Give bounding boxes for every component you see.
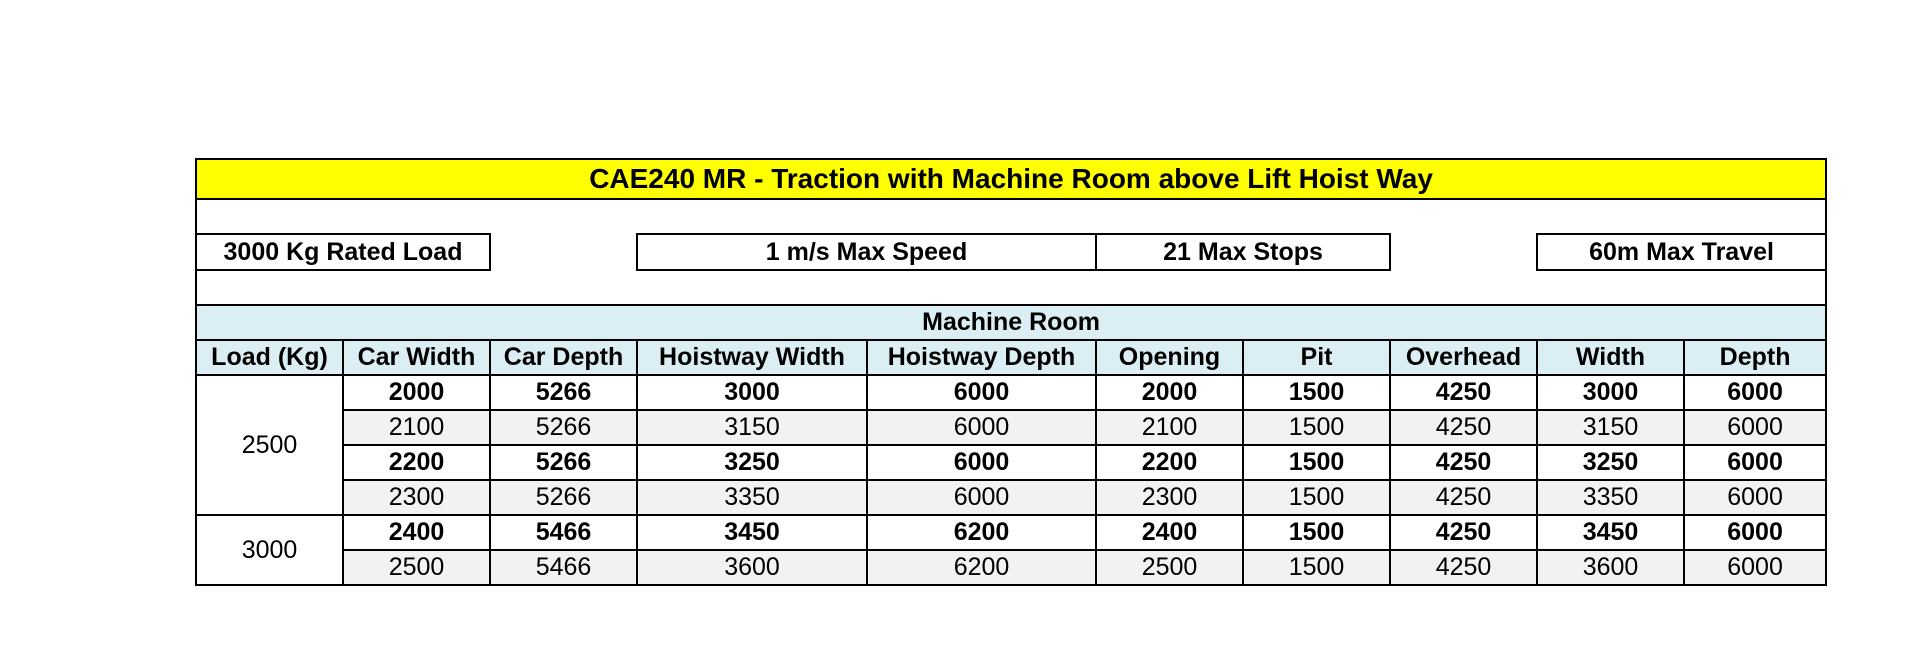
table-body <box>196 375 1826 585</box>
table-cell: 5266 <box>490 480 637 515</box>
table-cell: 6000 <box>867 480 1096 515</box>
table-cell: 6000 <box>1684 480 1826 515</box>
table-row <box>196 375 1826 410</box>
load-cell: 3000 <box>196 515 343 585</box>
table-cell: 6000 <box>1684 375 1826 410</box>
table-cell: 6200 <box>867 550 1096 585</box>
table-cell: 3450 <box>637 515 867 550</box>
table-cell: 5266 <box>490 410 637 445</box>
spec-table <box>195 158 1827 586</box>
table-cell: 4250 <box>1390 480 1537 515</box>
table-cell: 1500 <box>1243 410 1390 445</box>
table-cell: 3250 <box>1537 445 1684 480</box>
table-title: CAE240 MR - Traction with Machine Room above Lift Hoist Way <box>196 159 1826 199</box>
table-cell: 1500 <box>1243 480 1390 515</box>
table-row <box>196 445 1826 480</box>
table-cell: 4250 <box>1390 515 1537 550</box>
header-width: Width <box>1537 340 1684 375</box>
table-cell: 6000 <box>1684 515 1826 550</box>
table-cell: 3000 <box>637 375 867 410</box>
table-cell: 3000 <box>1537 375 1684 410</box>
table-cell: 4250 <box>1390 375 1537 410</box>
spec-sheet <box>195 158 1825 586</box>
table-cell: 2300 <box>1096 480 1243 515</box>
table-row <box>196 550 1826 585</box>
header-depth: Depth <box>1684 340 1826 375</box>
table-cell: 3450 <box>1537 515 1684 550</box>
table-cell: 3600 <box>1537 550 1684 585</box>
header-overhead: Overhead <box>1390 340 1537 375</box>
spacer-row <box>196 270 1826 305</box>
table-cell: 2000 <box>1096 375 1243 410</box>
table-cell: 2100 <box>1096 410 1243 445</box>
table-cell: 2500 <box>343 550 490 585</box>
table-cell: 4250 <box>1390 550 1537 585</box>
table-cell: 2000 <box>343 375 490 410</box>
section-row <box>196 305 1826 340</box>
table-cell: 4250 <box>1390 445 1537 480</box>
table-cell: 3250 <box>637 445 867 480</box>
table-cell: 2500 <box>1096 550 1243 585</box>
header-load: Load (Kg) <box>196 340 343 375</box>
table-cell: 5466 <box>490 515 637 550</box>
table-cell: 1500 <box>1243 550 1390 585</box>
table-cell: 5266 <box>490 375 637 410</box>
max-stops-box: 21 Max Stops <box>1096 234 1390 270</box>
table-cell: 4250 <box>1390 410 1537 445</box>
table-cell: 3350 <box>1537 480 1684 515</box>
table-cell: 1500 <box>1243 375 1390 410</box>
header-pit: Pit <box>1243 340 1390 375</box>
table-cell: 2100 <box>343 410 490 445</box>
header-hoistway-width: Hoistway Width <box>637 340 867 375</box>
header-car-depth: Car Depth <box>490 340 637 375</box>
section-title: Machine Room <box>196 305 1826 340</box>
spec-row <box>196 234 1826 270</box>
table-cell: 6000 <box>867 445 1096 480</box>
table-cell: 3350 <box>637 480 867 515</box>
table-cell: 2300 <box>343 480 490 515</box>
table-cell: 6000 <box>867 410 1096 445</box>
header-hoistway-depth: Hoistway Depth <box>867 340 1096 375</box>
header-car-width: Car Width <box>343 340 490 375</box>
table-row <box>196 410 1826 445</box>
max-speed-box: 1 m/s Max Speed <box>637 234 1096 270</box>
table-cell: 2400 <box>1096 515 1243 550</box>
table-cell: 5266 <box>490 445 637 480</box>
table-cell: 3150 <box>637 410 867 445</box>
table-cell: 6200 <box>867 515 1096 550</box>
table-cell: 6000 <box>1684 445 1826 480</box>
table-cell: 2400 <box>343 515 490 550</box>
table-cell: 1500 <box>1243 445 1390 480</box>
title-row <box>196 159 1826 199</box>
table-cell: 3600 <box>637 550 867 585</box>
table-cell: 2200 <box>1096 445 1243 480</box>
table-cell: 1500 <box>1243 515 1390 550</box>
table-row <box>196 515 1826 550</box>
rated-load-box: 3000 Kg Rated Load <box>196 234 490 270</box>
table-cell: 6000 <box>867 375 1096 410</box>
table-row <box>196 480 1826 515</box>
header-opening: Opening <box>1096 340 1243 375</box>
table-cell: 5466 <box>490 550 637 585</box>
table-cell: 6000 <box>1684 410 1826 445</box>
table-cell: 6000 <box>1684 550 1826 585</box>
max-travel-box: 60m Max Travel <box>1537 234 1826 270</box>
table-cell: 2200 <box>343 445 490 480</box>
table-cell: 3150 <box>1537 410 1684 445</box>
spacer-row <box>196 199 1826 234</box>
load-cell: 2500 <box>196 375 343 515</box>
header-row <box>196 340 1826 375</box>
